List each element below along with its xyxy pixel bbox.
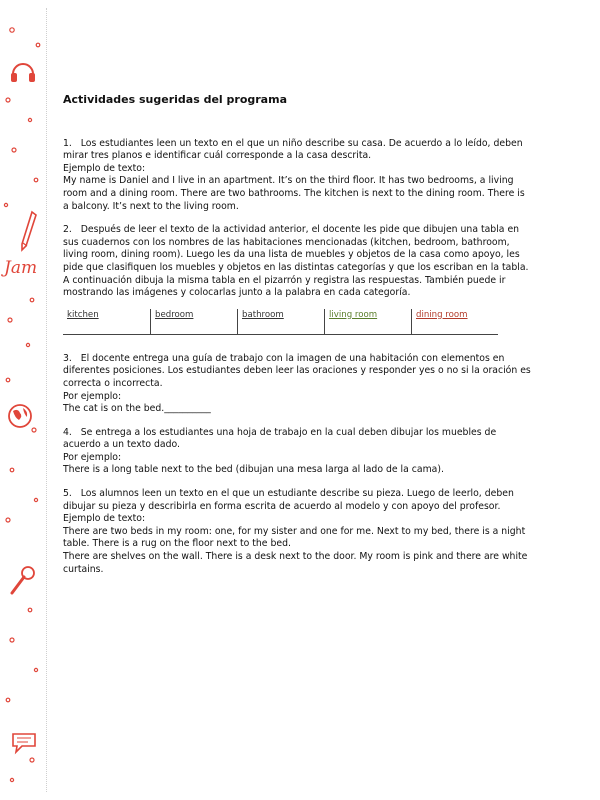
example-label: Ejemplo de texto: bbox=[63, 162, 146, 174]
example-label: Por ejemplo: bbox=[63, 451, 122, 463]
activity-4 bbox=[63, 427, 533, 477]
category-bedroom: bedroom bbox=[150, 309, 193, 334]
example-label: Ejemplo de texto: bbox=[63, 513, 146, 525]
document-body bbox=[63, 94, 533, 587]
activity-number: 4. bbox=[63, 426, 72, 438]
activity-number: 3. bbox=[63, 352, 72, 364]
example-line: The cat is on the bed.__________ bbox=[63, 403, 211, 415]
activity-text: Se entrega a los estudiantes una hoja de trabajo en la cual deben dibujar los muebles de acuerdo a un texto dado. bbox=[63, 426, 497, 451]
activity-text: Después de leer el texto de la actividad anterior, el docente les pide que dibujen una tabla en sus cuadernos con los nombres de las habitaciones mencionadas (kitchen, bedroom, bathroom, living room, dining room). Luego les da una lista de muebles y objetos de la casa como apoyo, les pide que clasifiquen los muebles y objetos en las distintas categorías y que los escriban en la tabla. A continuación dibuja la misma tabla en el pizarrón y registra las respuestas. También puede ir mostrando las imágenes y colocarlas junto a la palabra en cada categoría. bbox=[63, 224, 529, 299]
example-line: There are shelves on the wall. There is a desk next to the door. My room is pink and there are white curtains. bbox=[63, 551, 528, 575]
example-line: My name is Daniel and I live in an apartment. It’s on the third floor. It has two bedrooms, a living room and a dining room. There are two bathrooms. The kitchen is next to the dining room. There is a balcony. It’s next to the living room. bbox=[63, 175, 525, 212]
activity-number: 2. bbox=[63, 224, 72, 236]
table-baseline bbox=[63, 334, 498, 335]
activity-2 bbox=[63, 224, 533, 300]
activity-number: 1. bbox=[63, 137, 72, 149]
activity-number: 5. bbox=[63, 488, 72, 500]
example-line: There is a long table next to the bed (dibujan una mesa larga al lado de la cama). bbox=[63, 464, 444, 476]
category-dining-room: dining room bbox=[411, 309, 468, 334]
pencil-icon bbox=[18, 210, 38, 254]
globe-icon bbox=[6, 402, 34, 430]
activity-text: El docente entrega una guía de trabajo con la imagen de una habitación con elementos en diferentes posiciones. Los estudiantes deben leer las oraciones y responder yes o no si la oración es correcta o incorrecta. bbox=[63, 352, 531, 389]
activity-text: Los estudiantes leen un texto en el que un niño describe su casa. De acuerdo a lo leído, deben mirar tres planos e identificar cuál corresponde a la casa descrita. bbox=[63, 137, 523, 162]
category-kitchen: kitchen bbox=[67, 309, 99, 320]
speech-bubble-icon bbox=[10, 730, 40, 756]
activity-3 bbox=[63, 353, 533, 416]
margin-dotted-line bbox=[46, 8, 48, 792]
activity-1 bbox=[63, 138, 533, 214]
activity-5 bbox=[63, 488, 533, 576]
category-table bbox=[63, 307, 498, 337]
example-line: There are two beds in my room: one, for my sister and one for me. Next to my bed, there is a night table. There is a rug on the floor next to the bed. bbox=[63, 525, 526, 550]
page-title: Actividades sugeridas del programa bbox=[63, 93, 287, 106]
microphone-icon bbox=[8, 564, 38, 598]
headphones-icon bbox=[8, 56, 38, 86]
category-bathroom: bathroom bbox=[237, 309, 284, 334]
example-label: Por ejemplo: bbox=[63, 390, 122, 402]
category-living-room: living room bbox=[324, 309, 377, 334]
activity-text: Los alumnos leen un texto en el que un estudiante describe su pieza. Luego de leerlo, deben dibujar su pieza y describirla en forma escrita de acuerdo al modelo y con apoyo del profesor. bbox=[63, 488, 514, 512]
margin-jam-text: Jam bbox=[4, 258, 38, 278]
